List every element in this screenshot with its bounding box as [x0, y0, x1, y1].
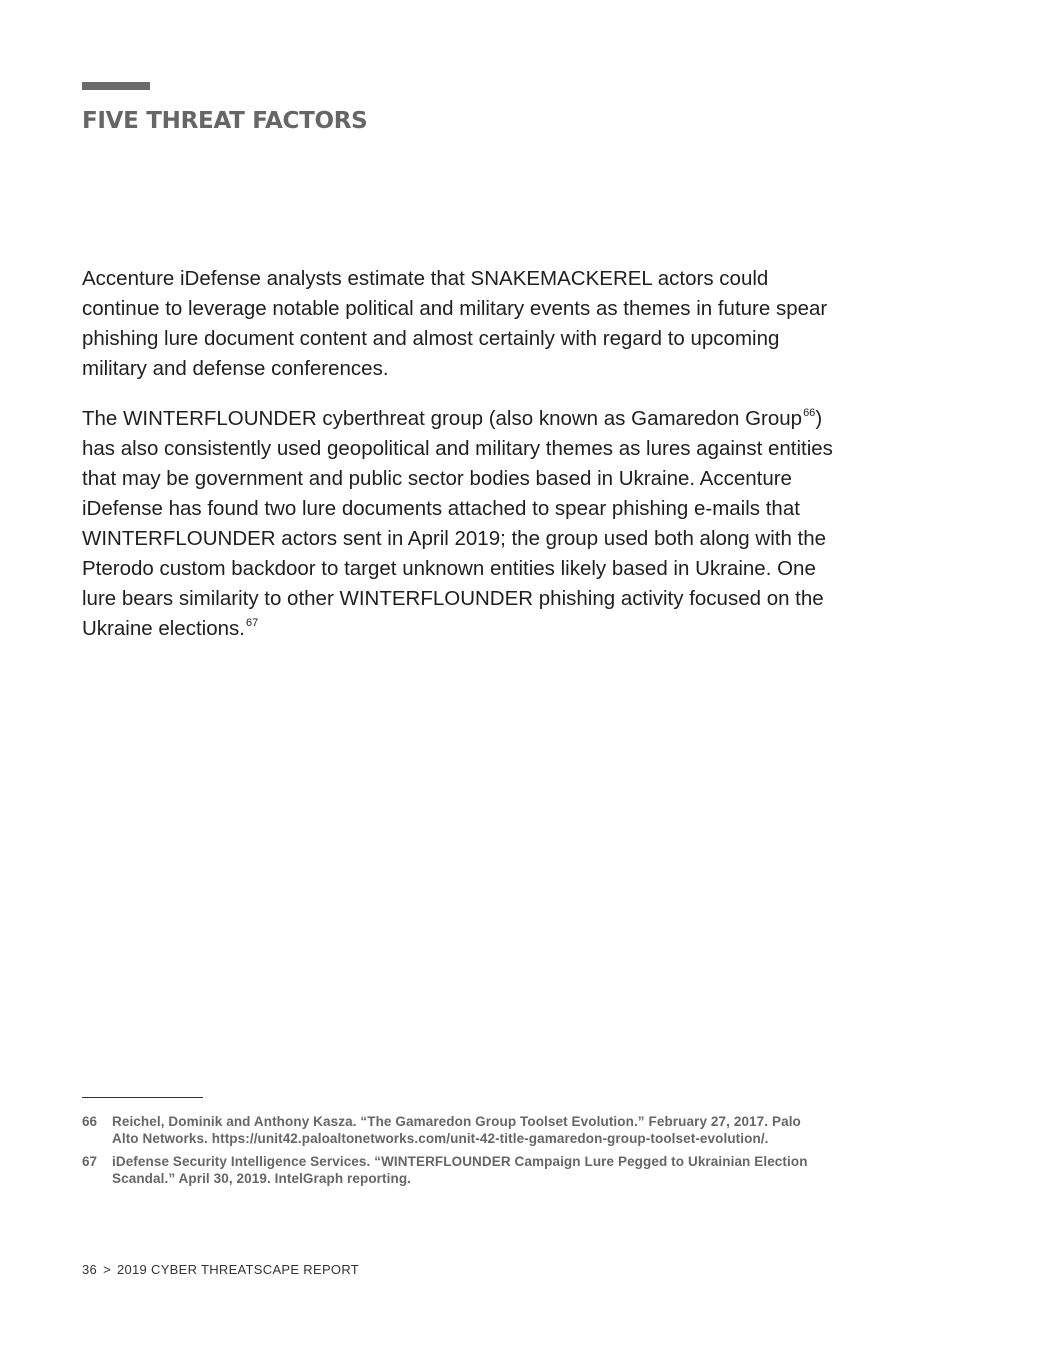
footnotes — [82, 1114, 827, 1194]
report-title: 2019 CYBER THREATSCAPE REPORT — [116, 1262, 360, 1277]
footnote-item — [82, 1154, 827, 1187]
paragraph-2 — [82, 404, 842, 644]
footnote-ref-67[interactable]: 67 — [245, 617, 259, 630]
footnote-number: 66 — [82, 1114, 98, 1129]
paragraph-2-text-b: ) has also consistently used geopolitical and military themes as lures against entities that may be government and public sector bodies based in Ukraine. Accenture iDefense has found two lure documents attached to spear phishing e-mails that WINTERFLOUNDER actors sent in April 2019; the group used both along with the Pterodo custom backdoor to target unknown entities likely based in Ukraine. One lure bears similarity to other WINTERFLOUNDER phishing activity focused on the Ukraine elections. — [82, 407, 833, 640]
section-accent-bar — [82, 82, 150, 90]
paragraph-2-text-a: The WINTERFLOUNDER cyberthreat group (also known as Gamaredon Group — [82, 407, 803, 430]
footnote-ref-66[interactable]: 66 — [803, 407, 816, 420]
body-text — [82, 264, 842, 664]
paragraph-1: Accenture iDefense analysts estimate that SNAKEMACKEREL actors could continue to leverage notable political and military events as themes in future spear phishing lure document content and almost certainly with regard to upcoming military and defense conferences. — [82, 267, 828, 380]
footnote-divider — [82, 1097, 203, 1098]
footnote-text: iDefense Security Intelligence Services. “WINTERFLOUNDER Campaign Lure Pegged to Ukrainian Election Scandal.” April 30, 2019. IntelGraph reporting. — [112, 1154, 808, 1186]
footnote-item — [82, 1114, 827, 1147]
page-footer — [82, 1262, 359, 1278]
page-number: 36 — [82, 1262, 98, 1277]
footnote-text: Reichel, Dominik and Anthony Kasza. “The Gamaredon Group Toolset Evolution.” February 27, 2017. Palo Alto Networks. https://unit42.paloaltonetworks.com/unit-42-title-gamaredon-group-toolset-evolution/. — [112, 1114, 801, 1146]
footer-separator: > — [103, 1262, 111, 1277]
footnote-number: 67 — [82, 1154, 98, 1169]
section-title: FIVE THREAT FACTORS — [82, 108, 368, 134]
